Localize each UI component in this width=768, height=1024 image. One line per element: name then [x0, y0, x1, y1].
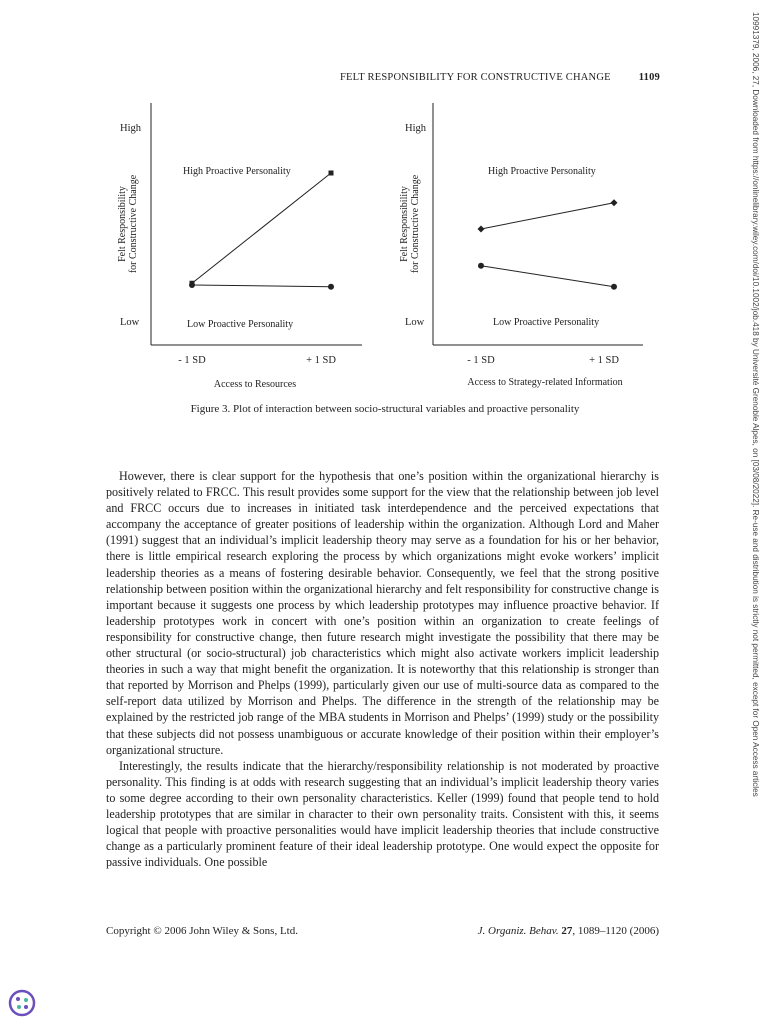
y-tick-label: Low — [405, 317, 425, 328]
copyright: Copyright © 2006 John Wiley & Sons, Ltd. — [106, 925, 298, 937]
paragraph: Interestingly, the results indicate that the hierarchy/responsibility relationship is not moderated by proactive personality. This finding is at odds with research suggesting that an individual’s implicit leadership theory varies to some degree according to their own personality characteristics. Keller (1999) found that people tend to hold leadership prototypes that are similar in character to their own personality traits. Consistent with this, it seems logical that people with proactive personalities would have implicit leadership theories that include constructive change as a particularly prominent feature of their ideal leadership prototype. One would expect the opposite for passive individuals. One possible — [106, 758, 659, 870]
x-tick-label: + 1 SD — [306, 355, 336, 366]
data-point — [189, 282, 195, 288]
series-label: High Proactive Personality — [488, 166, 596, 177]
paragraph: However, there is clear support for the hypothesis that one’s position within the organizational hierarchy is positively related to FRCC. This result provides some support for the view that the relationship between job level and FRCC occurs due to increases in initiated task interdependence and the perceived expectations that accompany the acceptance of greater positions of leadership within the organization. Although Lord and Maher (1991) suggest that an individual’s implicit leadership theory may serve as a foundation for his or her behavior, there is little empirical research exploring the process by which organizations might evoke workers’ implicit leadership theories as a means of fostering desirable behavior. Consequently, we feel that the strong positive relationship between position within the organizational hierarchy and felt responsibility for constructive change is important because it suggests one process by which leadership prototypes may influence proactive behavior. If leadership prototypes work in concert with one’s position within an organization to create feelings of responsibility for constructive change, then future research might investigate the possibility that there may be other structural (or socio-structural) job characteristics which might also activate workers implicit leadership theories in such a way that might benefit the organization. It is noteworthy that this relationship is stronger than that reported by Morrison and Phelps (1999), particularly given our use of multi-source data as compared to the self-report data utilized by Morrison and Phelps. The difference in the strength of the relationship may be explained by the restricted job range of the MBA students in Morrison and Phelps’ (1999) study or the possibility that these subjects did not possess unambiguous or accurate knowledge of their position within their employer’s organizational structure. — [106, 469, 659, 757]
data-point — [329, 171, 334, 176]
x-tick-label: + 1 SD — [589, 355, 619, 366]
y-axis-label-line: for Constructive Change — [128, 174, 139, 274]
figure-caption: Figure 3. Plot of interaction between socio-structural variables and proactive personality — [190, 403, 580, 415]
series-label: High Proactive Personality — [183, 166, 291, 177]
body-text — [106, 468, 659, 870]
x-tick-label: - 1 SD — [467, 355, 495, 366]
y-axis-label-line: for Constructive Change — [410, 174, 421, 274]
y-axis-label-line: Felt Responsibility — [399, 186, 410, 262]
series-line — [192, 173, 331, 283]
download-notice-text: 10991379, 2006, 27, Downloaded from https://onlinelibrary.wiley.com/doi/10.1002/job.418 by Université Grenoble Alpes, on [03/08/2022]. Re-use and distribution is strictly not permitted, except for Open Access articles — [751, 12, 760, 797]
data-point — [328, 284, 334, 290]
x-axis-label: Access to Strategy-related Information — [467, 377, 623, 388]
series-line — [192, 285, 331, 287]
y-axis-label — [399, 174, 421, 273]
y-tick-label: Low — [120, 317, 140, 328]
chart-access-to-resources — [117, 103, 362, 390]
series-label: Low Proactive Personality — [187, 319, 294, 330]
x-axis-label: Access to Resources — [213, 379, 297, 390]
y-tick-label: High — [405, 123, 426, 134]
data-point — [611, 199, 618, 206]
y-axis-label — [117, 174, 139, 273]
journal-name: J. Organiz. Behav. — [477, 925, 559, 937]
data-point — [478, 226, 485, 233]
journal-pages: , 1089–1120 (2006) — [572, 925, 659, 937]
x-tick-label: - 1 SD — [178, 355, 206, 366]
series-line — [481, 203, 614, 229]
journal-volume: 27 — [561, 925, 573, 937]
y-tick-label: High — [120, 123, 141, 134]
series-label: Low Proactive Personality — [493, 317, 600, 328]
chart-access-to-strategy-information — [399, 103, 643, 388]
series-line — [481, 266, 614, 287]
figure-3 — [0, 0, 768, 400]
page-number: 1109 — [638, 72, 660, 83]
data-point — [478, 263, 484, 269]
accessibility-badge-icon[interactable] — [6, 987, 38, 1019]
data-point — [611, 284, 617, 290]
running-title: FELT RESPONSIBILITY FOR CONSTRUCTIVE CHANGE — [340, 72, 611, 83]
journal-citation — [478, 925, 659, 937]
y-axis-label-line: Felt Responsibility — [117, 186, 128, 262]
